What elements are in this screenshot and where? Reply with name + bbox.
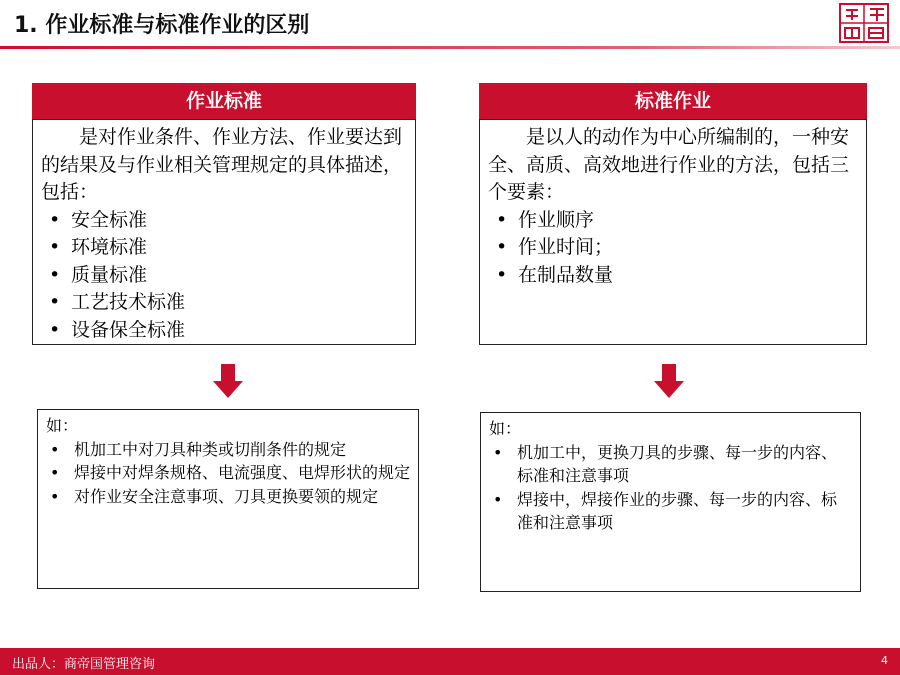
- list-item: • 机加工中对刀具种类或切削条件的规定: [46, 438, 410, 462]
- list-item: • 设备保全标准: [41, 317, 405, 345]
- footer-bar: [0, 648, 900, 675]
- page-number: 4: [881, 654, 888, 667]
- left-panel: [32, 119, 416, 345]
- right-panel-list: [488, 207, 856, 290]
- list-item: • 焊接中对焊条规格、电流强度、电焊形状的规定: [46, 461, 410, 485]
- left-panel-header: 作业标准: [32, 83, 416, 119]
- list-item: • 焊接中，焊接作业的步骤、每一步的内容、标准和注意事项: [489, 488, 852, 535]
- left-panel-intro: 是对作业条件、作业方法、作业要达到的结果及与作业相关管理规定的具体描述，包括：: [41, 126, 403, 203]
- right-panel: [479, 119, 867, 345]
- down-arrow-icon: [654, 364, 684, 398]
- footer-credit: 出品人：商帝国管理咨询: [12, 657, 156, 672]
- left-example-list: [46, 438, 410, 509]
- list-item: • 作业时间；: [488, 234, 856, 262]
- example-lead: 如：: [46, 416, 79, 435]
- seal-logo-icon: [838, 2, 890, 44]
- list-item: • 作业顺序: [488, 207, 856, 235]
- list-item: • 工艺技术标准: [41, 289, 405, 317]
- list-item: • 安全标准: [41, 207, 405, 235]
- title-divider: [0, 46, 900, 49]
- list-item: • 机加工中，更换刀具的步骤、每一步的内容、标准和注意事项: [489, 441, 852, 488]
- left-panel-list: [41, 207, 405, 345]
- down-arrow-icon: [213, 364, 243, 398]
- list-item: • 环境标准: [41, 234, 405, 262]
- list-item: • 在制品数量: [488, 262, 856, 290]
- list-item: • 对作业安全注意事项、刀具更换要领的规定: [46, 485, 410, 509]
- right-panel-intro: 是以人的动作为中心所编制的，一种安全、高质、高效地进行作业的方法，包括三个要素：: [488, 126, 850, 203]
- example-lead: 如：: [489, 419, 522, 438]
- list-item: • 质量标准: [41, 262, 405, 290]
- page-title: 1. 作业标准与标准作业的区别: [14, 13, 310, 38]
- left-example-box: [37, 409, 419, 589]
- right-example-list: [489, 441, 852, 535]
- right-panel-header: 标准作业: [479, 83, 867, 119]
- right-example-box: [480, 412, 861, 592]
